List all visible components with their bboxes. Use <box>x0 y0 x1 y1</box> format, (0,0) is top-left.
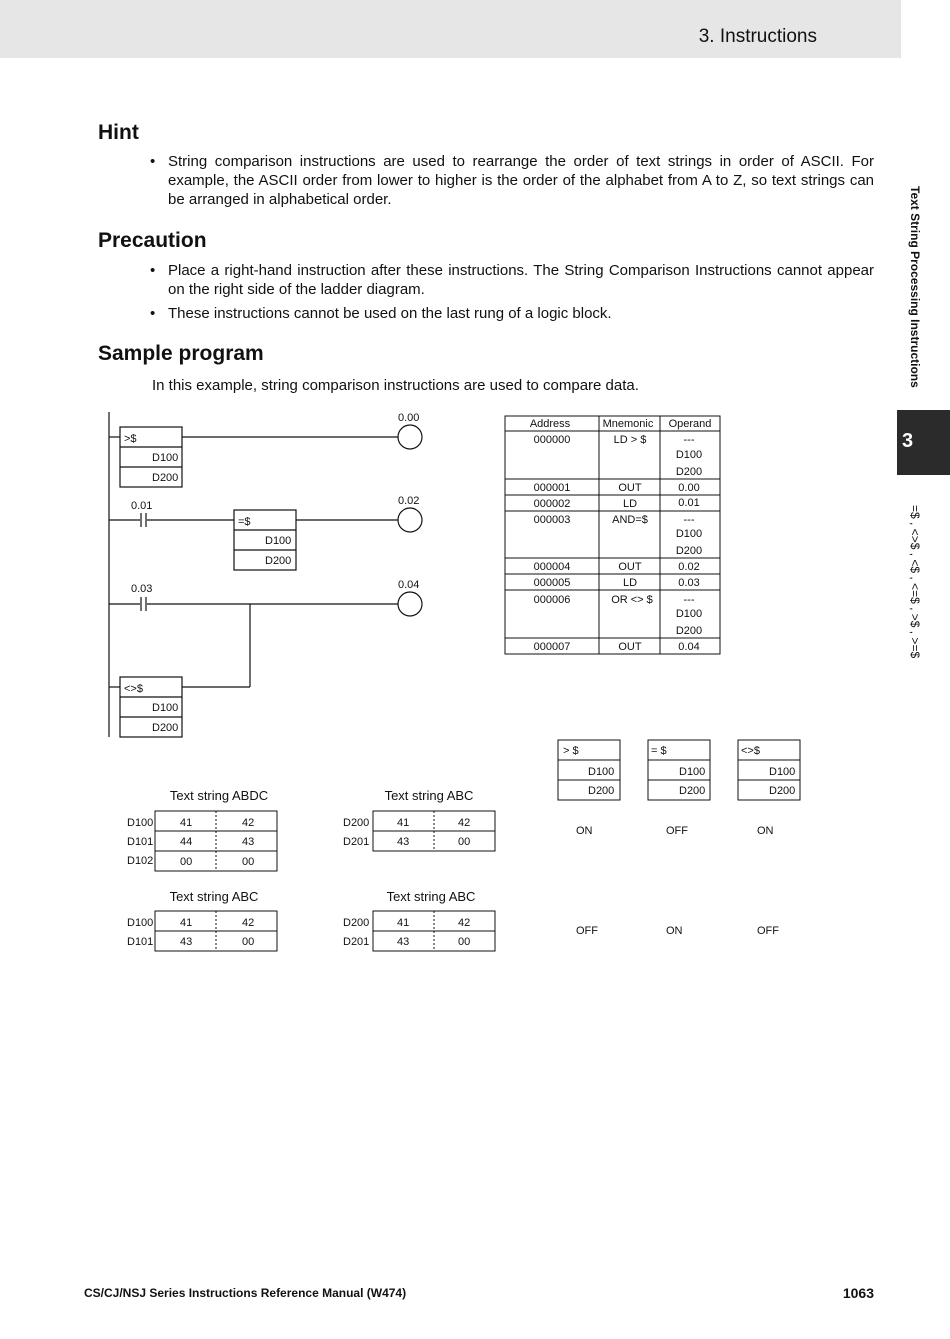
ex1-right-val: 43 <box>397 836 410 848</box>
row2-address: 000002 <box>533 498 571 510</box>
sample-intro: In this example, string comparison instructions are used to compare data. <box>152 377 639 394</box>
ex2-left-val: 43 <box>180 936 193 948</box>
table-header-mnemonic: Mnemonic <box>602 418 654 430</box>
compare3-s2: D200 <box>769 785 796 797</box>
compare1-op: > $ <box>563 745 579 757</box>
precaution-heading: Precaution <box>98 229 207 252</box>
compare3-op: <>$ <box>741 745 760 757</box>
row3-address: 000003 <box>533 514 571 526</box>
ladder-block2-s1: D100 <box>265 535 292 547</box>
section-tab-title: Text String Processing Instructions <box>908 186 922 388</box>
ex1-left-addr-2: D102 <box>127 855 154 867</box>
compare2-s2: D200 <box>679 785 706 797</box>
row3-operand-2: D100 <box>675 528 703 540</box>
table-header-address: Address <box>529 418 571 430</box>
ladder-block3-op: <>$ <box>124 683 143 695</box>
ex1-left-title: Text string ABDC <box>169 788 269 803</box>
ex2-left-val: 42 <box>242 917 255 929</box>
ex2-right-addr-1: D201 <box>343 936 370 948</box>
row6-operand-2: D100 <box>675 608 703 620</box>
row6-operand-1: --- <box>683 594 695 606</box>
row7-operand: 0.04 <box>678 641 700 653</box>
row3-mnemonic: AND=$ <box>612 514 648 526</box>
ex1-left-val: 41 <box>180 817 193 829</box>
ladder-block1-op: >$ <box>124 433 137 445</box>
row2-operand: 0.01 <box>678 497 700 509</box>
ex1-right-addr-0: D200 <box>343 817 370 829</box>
ex2-right-val: 42 <box>458 917 471 929</box>
row3-operand-1: --- <box>683 514 695 526</box>
ex2-right-val: 43 <box>397 936 410 948</box>
ex2-right-val: 41 <box>397 917 410 929</box>
row6-mnemonic: OR <> $ <box>611 594 653 606</box>
row5-address: 000005 <box>533 577 571 589</box>
chapter-number: 3 <box>902 430 914 452</box>
row5-operand: 0.03 <box>678 577 700 589</box>
sample-heading: Sample program <box>98 342 264 365</box>
ladder-block1-s2: D200 <box>152 472 179 484</box>
hint-heading: Hint <box>98 121 139 144</box>
precaution-bullet-2: These instructions cannot be used on the last rung of a logic block. <box>168 305 612 322</box>
ex1-left-val: 00 <box>242 856 255 868</box>
contact-label-2: 0.03 <box>131 583 153 595</box>
ladder-block3-s2: D200 <box>152 722 179 734</box>
footer-manual-title: CS/CJ/NSJ Series Instructions Reference Manual (W474) <box>84 1286 407 1300</box>
row0-operand-3: D200 <box>675 466 703 478</box>
ladder-block1-s1: D100 <box>152 452 179 464</box>
row1-address: 000001 <box>533 482 571 494</box>
page-number: 1063 <box>842 1285 874 1301</box>
compare3-result1: ON <box>757 825 774 837</box>
ex2-left-addr-1: D101 <box>127 936 154 948</box>
ex2-left-val: 41 <box>180 917 193 929</box>
row1-mnemonic: OUT <box>618 482 642 494</box>
row0-operand-2: D100 <box>675 449 703 461</box>
coil-label-2: 0.02 <box>398 495 420 507</box>
ex2-left-addr-0: D100 <box>127 917 154 929</box>
compare2-s1: D100 <box>679 766 706 778</box>
row4-address: 000004 <box>533 561 571 573</box>
ex1-left-val: 42 <box>242 817 255 829</box>
bullet-glyph: • <box>150 153 156 170</box>
row6-address: 000006 <box>533 594 571 606</box>
ex1-right-val: 42 <box>458 817 471 829</box>
bullet-glyph: • <box>150 305 156 322</box>
coil-label-1: 0.00 <box>398 412 420 424</box>
row7-mnemonic: OUT <box>618 641 642 653</box>
row4-mnemonic: OUT <box>618 561 642 573</box>
ladder-block2-op: =$ <box>238 516 251 528</box>
ex2-left-title: Text string ABC <box>169 889 259 904</box>
chapter-tab <box>897 410 950 475</box>
row3-operand-3: D200 <box>675 545 703 557</box>
compare2-result2: ON <box>666 925 683 937</box>
ex2-left-val: 00 <box>242 936 255 948</box>
row7-address: 000007 <box>533 641 571 653</box>
ex1-left-addr-1: D101 <box>127 836 154 848</box>
bullet-glyph: • <box>150 262 156 279</box>
hint-bullet-1: String comparison instructions are used to rearrange the order of text strings in order of ASCII. For example, the ASCII order from lower to higher is the order of the alphabet from A to Z, so text strings can be arranged in alphabetical order. <box>168 153 874 208</box>
table-header-operand: Operand <box>668 418 712 430</box>
row0-operand-1: --- <box>683 434 695 446</box>
ex1-left-val: 44 <box>180 836 193 848</box>
compare2-op: = $ <box>651 745 667 757</box>
ex1-left-val: 43 <box>242 836 255 848</box>
row0-address: 000000 <box>533 434 571 446</box>
ex1-left-addr-0: D100 <box>127 817 154 829</box>
ex2-right-title: Text string ABC <box>386 889 476 904</box>
compare1-s1: D100 <box>588 766 615 778</box>
row6-operand-3: D200 <box>675 625 703 637</box>
row0-mnemonic: LD > $ <box>613 434 647 446</box>
contact-label-1: 0.01 <box>131 500 153 512</box>
row5-mnemonic: LD <box>622 577 638 589</box>
ex2-right-val: 00 <box>458 936 471 948</box>
ex1-right-addr-1: D201 <box>343 836 370 848</box>
ex1-right-title: Text string ABC <box>384 788 474 803</box>
ex1-right-val: 00 <box>458 836 471 848</box>
compare2-result1: OFF <box>666 825 688 837</box>
coil-label-3: 0.04 <box>398 579 420 591</box>
compare1-result2: OFF <box>576 925 598 937</box>
compare3-s1: D100 <box>769 766 796 778</box>
instruction-list-tab: =$ , <>$ , <$ , <=$ , >$ , >=$ <box>908 505 922 659</box>
ladder-block2-s2: D200 <box>265 555 292 567</box>
ex1-right-val: 41 <box>397 817 410 829</box>
compare1-result1: ON <box>576 825 593 837</box>
header-title: 3. Instructions <box>698 26 817 47</box>
ex1-left-val: 00 <box>180 856 193 868</box>
ex2-right-addr-0: D200 <box>343 917 370 929</box>
row1-operand: 0.00 <box>678 482 700 494</box>
ladder-block3-s1: D100 <box>152 702 179 714</box>
compare1-s2: D200 <box>588 785 615 797</box>
precaution-bullet-1: Place a right-hand instruction after these instructions. The String Comparison Instructions cannot appear on the right side of the ladder diagram. <box>168 262 874 298</box>
compare3-result2: OFF <box>757 925 779 937</box>
row4-operand: 0.02 <box>678 561 700 573</box>
row2-mnemonic: LD <box>622 498 638 510</box>
